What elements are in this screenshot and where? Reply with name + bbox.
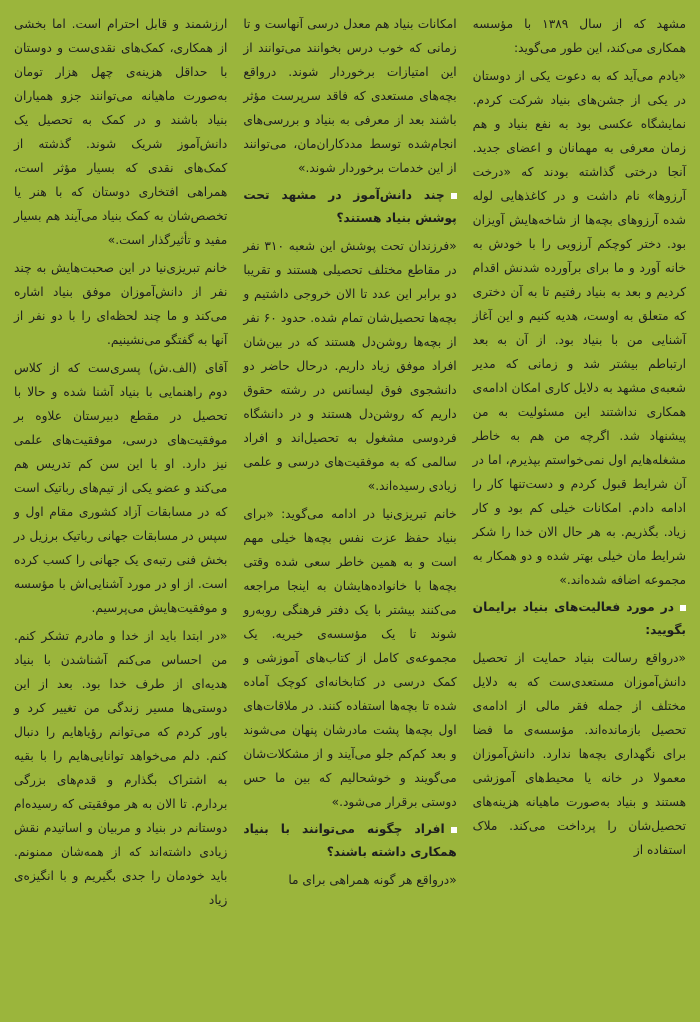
paragraph: «درواقع رسالت بنیاد حمایت از تحصیل دانش‌آموزان مستعدی‌ست که به دلایل مختلف از جمله فقر مالی از ادامه‌ی تحصیل بازمانده‌اند. مؤسسه‌ی ما فضا برای نگهداری بچه‌ها ندارد. دانش‌آموزان معمولا در خانه یا محیط‌های آموزشی هستند و بنیاد به‌صورت ماهیانه هزینه‌های تحصیل‌شان را پرداخت می‌کند. ملاک استفاده از xyxy=(472,651,686,857)
section-heading-text: در مورد فعالیت‌های بنیاد برایمان بگویید: xyxy=(472,600,686,637)
square-bullet-icon xyxy=(451,827,457,833)
square-bullet-icon xyxy=(451,193,457,199)
paragraph: خانم تبریزی‌نیا در ادامه می‌گوید: «برای بنیاد حفظ عزت نفس بچه‌ها خیلی مهم است و به همین خاطر سعی شده وقتی بچه‌ها با خانواده‌هایشان به اینجا مراجعه می‌کنند بیشتر با یک دفتر فرهنگی روبه‌رو شوند تا یک مؤسسه‌ی خیریه. یک مجموعه‌ی کامل از کتاب‌های آموزشی و کمک درسی در کتابخانه‌ای کوچک آماده شده تا بچه‌ها استفاده کنند. در ملاقات‌های اول بچه‌ها پشت مادرشان پنهان می‌شوند و بعد کم‌کم جلو می‌آیند و از مشکلات‌شان می‌گویند و خوشحالیم که بین ما حس دوستی برقرار می‌شود.» xyxy=(243,507,457,809)
paragraph: «یادم می‌آید که به دعوت یکی از دوستان در یکی از جشن‌های بنیاد شرکت کردم. نمایشگاه عکسی بود به نفع بنیاد و هم زمان معرفی به مهمانان و اعضای جدید. آنجا درختی گذاشته بودند که «درخت آرزوها» نام داشت و در کاغذهایی لوله شده آرزوهای بچه‌ها از شاخه‌هایش آویزان بود. دختر کوچکم آرزویی را با خودش به خانه آورد و ما برای برآورده شدنش اقدام کردیم و بعد به بنیاد رفتیم تا به آن دختری که متعلق به اوست، هدیه کنیم و این آغاز آشنایی من با بنیاد بود. از آن به بعد ارتباطم بیشتر شد و زمانی که مدیر شعبه‌ی مشهد به دلایل کاری امکان ادامه‌ی همکاری نداشتند این مسئولیت به من پیشنهاد شد. اگرچه من هم به خاطر مشغله‌هایم اول نمی‌خواستم بپذیرم، اما در آن شرایط قبول کردم و دست‌تنها کار را ادامه دادم. امکانات خیلی کم بود و کار زیاد. بگذریم. به هر حال الان خدا را شکر شرایط مان خیلی بهتر شده و دو همکار به مجموعه اضافه شده‌اند.» xyxy=(472,69,686,587)
section-heading-text: چند دانش‌آموز در مشهد تحت پوشش بنیاد هستند؟ xyxy=(243,188,457,225)
section-heading-text: افراد چگونه می‌توانند با بنیاد همکاری داشته باشند؟ xyxy=(243,822,457,859)
text-columns xyxy=(14,12,686,1002)
paragraph: خانم تبریزی‌نیا در این صحبت‌هایش به چند نفر از دانش‌آموزان موفق بنیاد اشاره می‌کند و ما چند لحظه‌ای را با دو نفر از آنها به گفتگو می‌نشینیم. xyxy=(14,261,228,347)
paragraph: «درواقع هر گونه همراهی برای ما xyxy=(288,873,457,887)
square-bullet-icon xyxy=(680,605,686,611)
column-left xyxy=(14,12,227,1002)
paragraph: «فرزندان تحت پوشش این شعبه ۳۱۰ نفر در مقاطع مختلف تحصیلی هستند و تقریبا دو برابر این عدد تا الان خروجی داشتیم و بچه‌ها تحصیل‌شان تمام شده. حدود ۶۰ نفر از بچه‌ها روشن‌دل هستند که در بین‌شان افراد موفق زیاد داریم. درحال حاضر دو دانشجوی فوق لیسانس در رشته حقوق داریم که روشن‌دل هستند و در دانشگاه فردوسی مشغول به تحصیل‌اند و افراد سالمی که به موفقیت‌های درسی و علمی زیادی رسیده‌اند.» xyxy=(243,239,457,493)
column-middle xyxy=(243,12,456,1002)
paragraph: «در ابتدا باید از خدا و مادرم تشکر کنم. من احساس می‌کنم آشناشدن با بنیاد هدیه‌ای از طرف خدا بود. بعد از این دوستی‌ها مسیر زندگی من تغییر کرد و باور کردم که می‌توانم رؤیاهایم را دنبال کنم. دلم می‌خواهد توانایی‌هایم را با بقیه به اشتراک بگذارم و قدم‌های بزرگی بردارم. تا الان به هر موفقیتی که رسیده‌ام دوستانم در بنیاد و مربیان و اساتیدم نقش زیادی داشته‌اند که از همه‌شان ممنونم. باید خودمان را جدی بگیریم و با انگیزه‌ی زیاد xyxy=(14,629,228,907)
section-heading xyxy=(243,818,456,864)
column-right xyxy=(473,12,686,1002)
section-heading xyxy=(473,596,686,642)
section-heading xyxy=(243,184,456,230)
paragraph: ارزشمند و قابل احترام است. اما بخشی از همکاری، کمک‌های نقدی‌ست و دوستان با حداقل هزینه‌ی چهل هزار تومان به‌صورت ماهیانه می‌توانند جزو همیاران بنیاد باشند و در کمک به تحصیل یک دانش‌آموز شریک شوند. گذشته از کمک‌های نقدی که بسیار مؤثر است، همراهی افتخاری دوستان که با هنر یا تخصص‌شان به کمک بنیاد می‌آیند هم بسیار مفید و تأثیرگذار است.» xyxy=(14,17,228,247)
paragraph: مشهد که از سال ۱۳۸۹ با مؤسسه همکاری می‌کند، این طور می‌گوید: xyxy=(472,17,686,55)
paragraph: امکانات بنیاد هم معدل درسی آنهاست و تا زمانی که خوب درس بخوانند می‌توانند از این امتیازات برخوردار شوند. درواقع بچه‌های مستعدی که فاقد سرپرست مؤثر باشند بعد از معرفی به بنیاد و بررسی‌های انجام‌شده توسط مددکاران‌مان، می‌توانند از این خدمات برخوردار شوند.» xyxy=(243,17,457,175)
paragraph: آقای (الف.ش) پسری‌ست که از کلاس دوم راهنمایی با بنیاد آشنا شده و حالا با تحصیل در مقطع دبیرستان علاوه بر موفقیت‌های درسی، موفقیت‌های علمی نیز دارد. او با این سن کم تدریس هم می‌کند و عضو یکی از تیم‌های رباتیک است که در مسابقات آزاد کشوری مقام اول و سپس در مسابقات جهانی رباتیک برزیل در بخش فنی رتبه‌ی یک جهانی را کسب کرده است. از او در مورد آشنایی‌اش با مؤسسه و موفقیت‌هایش می‌پرسیم. xyxy=(14,361,228,615)
